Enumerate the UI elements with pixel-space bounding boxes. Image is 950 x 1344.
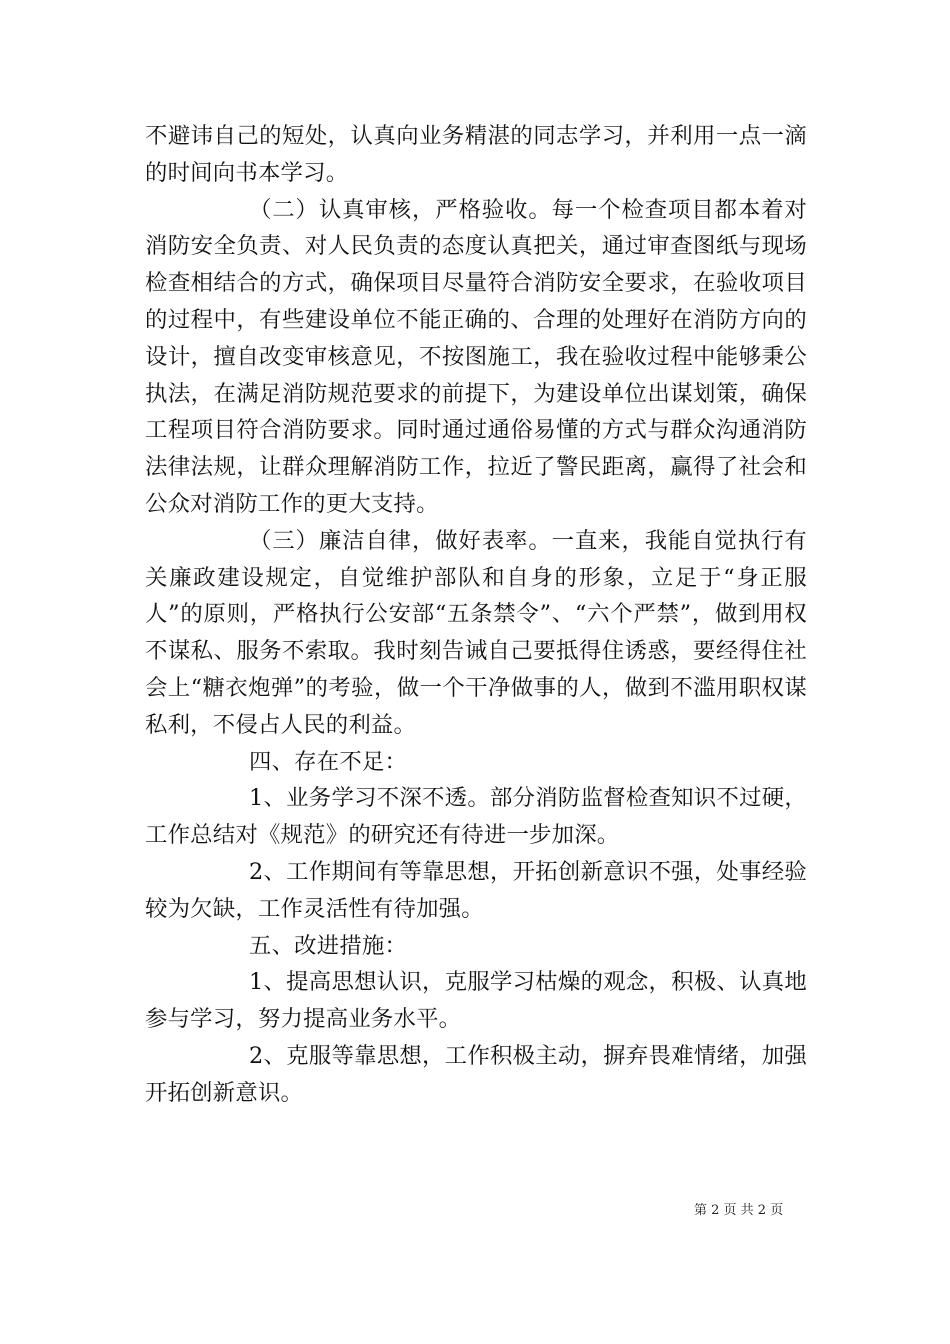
paragraph-section-2: （二）认真审核，严格验收。每一个检查项目都本着对消防安全负责、对人民负责的态度认真把关，通过审查图纸与现场检查相结合的方式，确保项目尽量符合消防安全要求，在验收项目的过程中，有些建设单位不能正确的、合理的处理好在消防方向的设计，擅自改变审核意见，不按图施工，我在验收过程中能够秉公执法，在满足消防规范要求的前提下，为建设单位出谋划策，确保工程项目符合消防要求。同时通过通俗易懂的方式与群众沟通消防法律法规，让群众理解消防工作，拉近了警民距离，赢得了社会和公众对消防工作的更大支持。 bbox=[145, 196, 807, 517]
improvement-item-1: 1、提高思想认识，克服学习枯燥的观念，积极、认真地参与学习，努力提高业务水平。 bbox=[145, 969, 807, 1033]
shortcoming-item-2: 2、工作期间有等靠思想，开拓创新意识不强，处事经验较为欠缺，工作灵活性有待加强。 bbox=[145, 858, 807, 922]
paragraph-section-3: （三）廉洁自律，做好表率。一直来，我能自觉执行有关廉政建设规定，自觉维护部队和自身的形象，立足于“身正服人”的原则，严格执行公安部“五条禁令”、“六个严禁”，做到用权不谋私、服务不索取。我时刻告诫自己要抵得住诱惑，要经得住社会上“糖衣炮弹”的考验，做一个干净做事的人，做到不滥用职权谋私利，不侵占人民的利益。 bbox=[145, 527, 807, 738]
shortcoming-item-1: 1、业务学习不深不透。部分消防监督检查知识不过硬，工作总结对《规范》的研究还有待进一步加深。 bbox=[145, 785, 807, 849]
document-body bbox=[145, 118, 807, 1112]
heading-improvements: 五、改进措施： bbox=[249, 932, 408, 959]
improvement-item-2: 2、克服等靠思想，工作积极主动，摒弃畏难情绪，加强开拓创新意识。 bbox=[145, 1042, 807, 1106]
heading-shortcomings: 四、存在不足： bbox=[249, 748, 408, 775]
paragraph-continuation: 不避讳自己的短处，认真向业务精湛的同志学习，并利用一点一滴的时间向书本学习。 bbox=[145, 123, 807, 186]
page-number-footer: 第 2 页 共 2 页 bbox=[694, 1203, 784, 1218]
